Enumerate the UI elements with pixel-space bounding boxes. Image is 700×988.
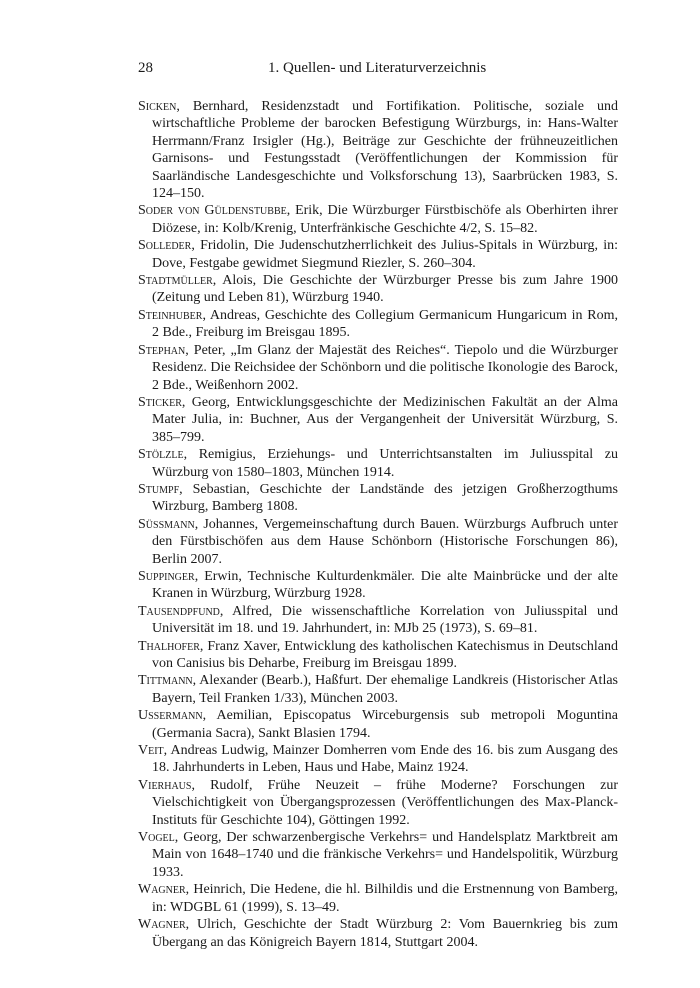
- bibliography-entry: [138, 307, 618, 342]
- entry-author: Steinhuber: [138, 307, 203, 323]
- bibliography-entry: [138, 202, 618, 237]
- entry-author: Tausendpfund: [138, 603, 220, 619]
- bibliography-entry: [138, 568, 618, 603]
- entry-author: Suppinger: [138, 568, 195, 584]
- entry-text: , Erik, Die Würzburger Fürstbischöfe als Oberhirten ihrer Diözese, in: Kolb/Krenig, Unterfränkische Geschichte 4/2, S. 15–82.: [152, 203, 618, 236]
- entry-text: , Ulrich, Geschichte der Stadt Würzburg 2: Vom Bauernkrieg bis zum Übergang an das Königreich Bayern 1814, Stuttgart 2004.: [152, 917, 618, 950]
- entry-author: Wagner: [138, 882, 186, 898]
- bibliography-entry: [138, 916, 618, 951]
- bibliography-entry: [138, 98, 618, 202]
- entry-text: , Franz Xaver, Entwicklung des katholischen Katechismus in Deutschland von Canisius bis Deharbe, Freiburg im Breisgau 1899.: [152, 638, 618, 671]
- entry-text: , Heinrich, Die Hedene, die hl. Bilhildis und die Erstnennung von Bamberg, in: WDGBL 61 (1999), S. 13–49.: [152, 882, 618, 915]
- bibliography-entry: [138, 638, 618, 673]
- bibliography-entry: [138, 603, 618, 638]
- entry-author: Vogel: [138, 830, 175, 846]
- bibliography-entry: [138, 481, 618, 516]
- entry-author: Solleder: [138, 238, 192, 254]
- bibliography-entry: [138, 777, 618, 829]
- entry-text: , Rudolf, Frühe Neuzeit – frühe Moderne? Forschungen zur Vielschichtigkeit von Übergangsprozessen (Veröffentlichungen des Max-Planck-Instituts für Geschichte 104), Göttingen 1992.: [152, 777, 618, 828]
- entry-text: , Andreas, Geschichte des Collegium Germanicum Hungaricum in Rom, 2 Bde., Freiburg im Breisgau 1895.: [152, 307, 618, 341]
- entry-text: , Erwin, Technische Kulturdenkmäler. Die alte Mainbrücke und der alte Kranen in Würzburg, Würzburg 1928.: [152, 568, 618, 602]
- entry-text: , Sebastian, Geschichte der Landstände des jetzigen Großherzogthums Wirzburg, Bamberg 1808.: [152, 481, 618, 515]
- entry-text: , Georg, Der schwarzenbergische Verkehrs= und Handelsplatz Marktbreit am Main von 1648–1740 und die fränkische Verkehrs= und Handelspolitik, Würzburg 1933.: [152, 830, 618, 880]
- entry-text: , Georg, Entwicklungsgeschichte der Medizinischen Fakultät an der Alma Mater Julia, in: Buchner, Aus der Vergangenheit der Universität Würzburg, S. 385–799.: [152, 394, 618, 445]
- entry-author: Süssmann: [138, 516, 195, 532]
- entry-author: Tittmann: [138, 673, 193, 689]
- bibliography-entry: [138, 881, 618, 916]
- entry-author: Wagner: [138, 917, 186, 933]
- entry-author: Sicken: [138, 99, 177, 114]
- entry-author: Soder von Güldenstubbe: [138, 203, 287, 219]
- entry-text: , Remigius, Erziehungs- und Unterrichtsanstalten im Juliusspital zu Würzburg von 1580–1803, München 1914.: [152, 447, 618, 480]
- running-title: 1. Quellen- und Literaturverzeichnis: [268, 60, 487, 76]
- bibliography-entry: [138, 829, 618, 881]
- entry-author: Sticker: [138, 394, 182, 410]
- entry-author: Stadtmüller: [138, 273, 213, 289]
- entry-author: Ussermann: [138, 708, 203, 724]
- entry-text: , Aemilian, Episcopatus Wirceburgensis sub metropoli Moguntina (Germania Sacra), Sankt Blasien 1794.: [152, 708, 618, 741]
- bibliography-entry: [138, 516, 618, 568]
- entry-text: , Johannes, Vergemeinschaftung durch Bauen. Würzburgs Aufbruch unter den Fürstbischöfen aus dem Hause Schönborn (Historische Forschungen 86), Berlin 2007.: [152, 516, 618, 567]
- page-number: 28: [138, 60, 153, 76]
- bibliography-entry: [138, 672, 618, 707]
- page-header: [138, 60, 618, 84]
- entry-author: Stumpf: [138, 481, 180, 497]
- bibliography-entry: [138, 342, 618, 394]
- bibliography-entry: [138, 742, 618, 777]
- entry-text: , Bernhard, Residenzstadt und Fortifikation. Politische, soziale und wirtschaftliche Probleme der barocken Befestigung Würzburgs, in: Hans-Walter Herrmann/Franz Irsigler (Hg.), Beiträge zur Geschichte der frühneuzeitlichen Garnisons- und Festungsstadt (Veröffentlichungen der Kommission für Saarländische Landesgeschichte und Volksforschung 13), Saarbrücken 1983, S. 124–150.: [152, 99, 618, 202]
- entry-text: , Alexander (Bearb.), Haßfurt. Der ehemalige Landkreis (Historischer Atlas Bayern, Teil Franken 1/33), München 2003.: [152, 673, 618, 706]
- bibliography-list: [138, 98, 618, 951]
- entry-text: , Andreas Ludwig, Mainzer Domherren vom Ende des 16. bis zum Ausgang des 18. Jahrhunderts in Leben, Haus und Habe, Mainz 1924.: [152, 743, 618, 776]
- entry-author: Stephan: [138, 342, 186, 358]
- bibliography-entry: [138, 272, 618, 307]
- entry-text: , Peter, „Im Glanz der Majestät des Reiches“. Tiepolo und die Würzburger Residenz. Die Reichsidee der Schönborn und die politische Ikonologie des Barock, 2 Bde., Weißenhorn 2002.: [152, 342, 618, 393]
- entry-text: , Alois, Die Geschichte der Würzburger Presse bis zum Jahre 1900 (Zeitung und Leben 81), Würzburg 1940.: [152, 273, 618, 306]
- entry-text: , Alfred, Die wissenschaftliche Korrelation von Juliusspital und Universität im 18. und 19. Jahrhundert, in: MJb 25 (1973), S. 69–81.: [152, 603, 618, 637]
- entry-author: Stölzle: [138, 447, 184, 463]
- bibliography-entry: [138, 707, 618, 742]
- bibliography-entry: [138, 237, 618, 272]
- bibliography-entry: [138, 394, 618, 446]
- entry-author: Vierhaus: [138, 777, 192, 793]
- entry-author: Thalhofer: [138, 638, 200, 654]
- bibliography-entry: [138, 446, 618, 481]
- entry-text: , Fridolin, Die Judenschutzherrlichkeit des Julius-Spitals in Würzburg, in: Dove, Festgabe gewidmet Siegmund Riezler, S. 260–304.: [152, 238, 618, 271]
- entry-author: Veit: [138, 743, 164, 759]
